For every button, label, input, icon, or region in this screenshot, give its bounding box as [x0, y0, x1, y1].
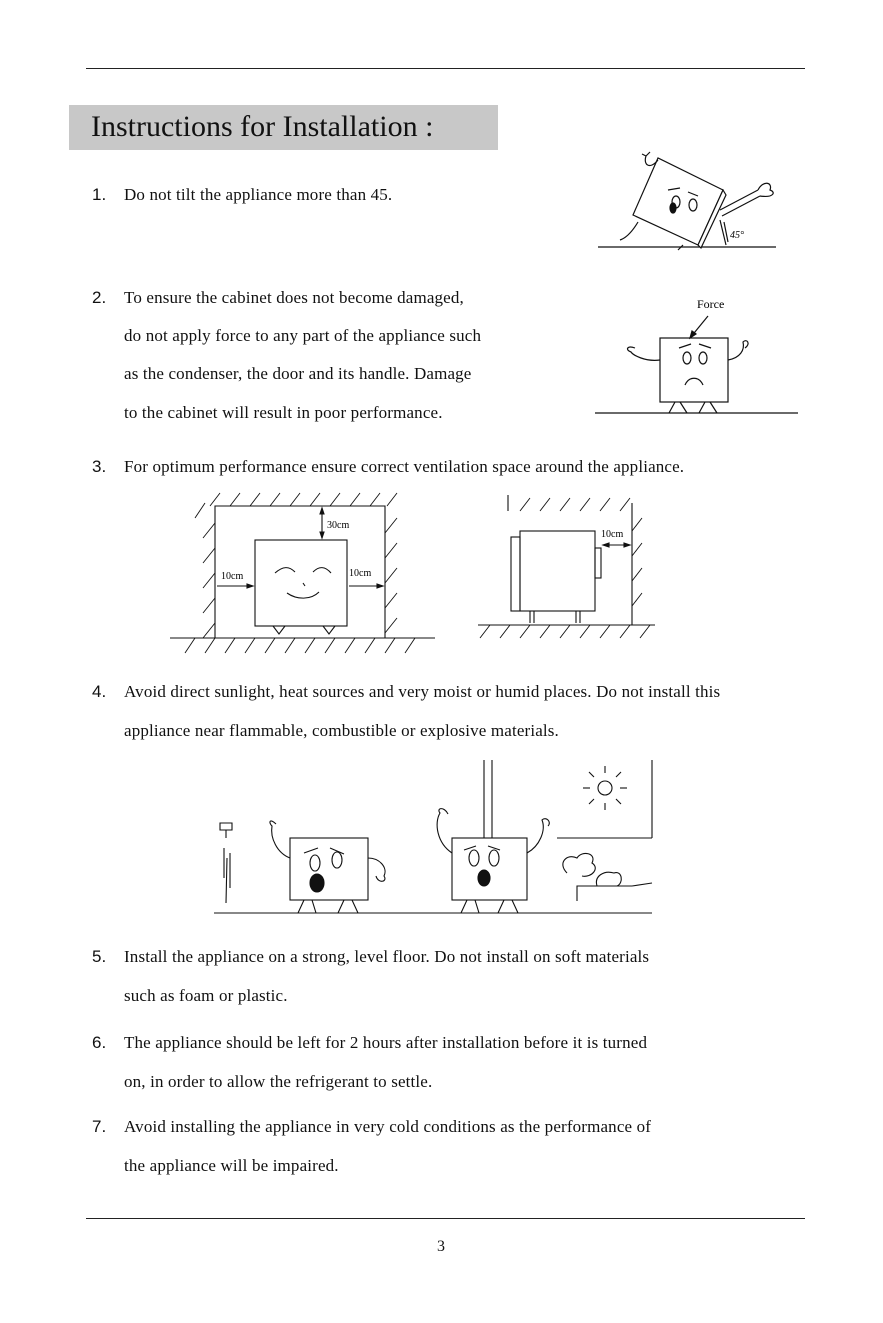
item-6-line-2: on, in order to allow the refrigerant to settle. — [124, 1072, 433, 1091]
front-clearance-diagram — [165, 488, 440, 658]
hazards-illustration — [212, 758, 660, 918]
item-2-number: 2. — [92, 288, 107, 307]
item-1-line-1: Do not tilt the appliance more than 45. — [124, 185, 393, 204]
item-1-number: 1. — [92, 185, 107, 204]
left-gap-label: 10cm — [221, 571, 244, 582]
right-gap-label: 10cm — [349, 568, 372, 579]
top-rule — [86, 68, 805, 69]
item-6-line-1: The appliance should be left for 2 hours after installation before it is turned — [124, 1033, 648, 1052]
item-5-line-2: such as foam or plastic. — [124, 986, 288, 1005]
item-2-line-3: as the condenser, the door and its handle. Damage — [124, 364, 472, 383]
tilt-angle-label: 45° — [730, 230, 744, 241]
item-3-line-1: For optimum performance ensure correct ventilation space around the appliance. — [124, 457, 685, 476]
section-title: Instructions for Installation : — [91, 110, 434, 143]
item-5-line-1: Install the appliance on a strong, level floor. Do not install on soft materials — [124, 947, 650, 966]
item-2-line-2: do not apply force to any part of the appliance such — [124, 326, 482, 345]
top-gap-label: 30cm — [327, 520, 350, 531]
item-6-number: 6. — [92, 1033, 107, 1052]
item-7-line-1: Avoid installing the appliance in very cold conditions as the performance of — [124, 1117, 652, 1136]
item-2-line-4: to the cabinet will result in poor performance. — [124, 403, 443, 422]
item-7-number: 7. — [92, 1117, 107, 1136]
tilt-illustration — [598, 150, 778, 250]
item-4-line-1: Avoid direct sunlight, heat sources and very moist or humid places. Do not install this — [124, 682, 721, 701]
bottom-rule — [86, 1218, 805, 1219]
item-4-line-2: appliance near flammable, combustible or explosive materials. — [124, 721, 559, 740]
force-illustration — [595, 290, 800, 415]
item-5-number: 5. — [92, 947, 107, 966]
side-clearance-diagram — [470, 493, 660, 643]
item-7-line-2: the appliance will be impaired. — [124, 1156, 339, 1175]
item-3-number: 3. — [92, 457, 107, 476]
item-4-number: 4. — [92, 682, 107, 701]
item-2-line-1: To ensure the cabinet does not become damaged, — [124, 288, 464, 307]
back-gap-label: 10cm — [601, 529, 624, 540]
page-number: 3 — [437, 1238, 445, 1255]
section-title-box — [69, 105, 498, 150]
force-label: Force — [697, 297, 725, 311]
